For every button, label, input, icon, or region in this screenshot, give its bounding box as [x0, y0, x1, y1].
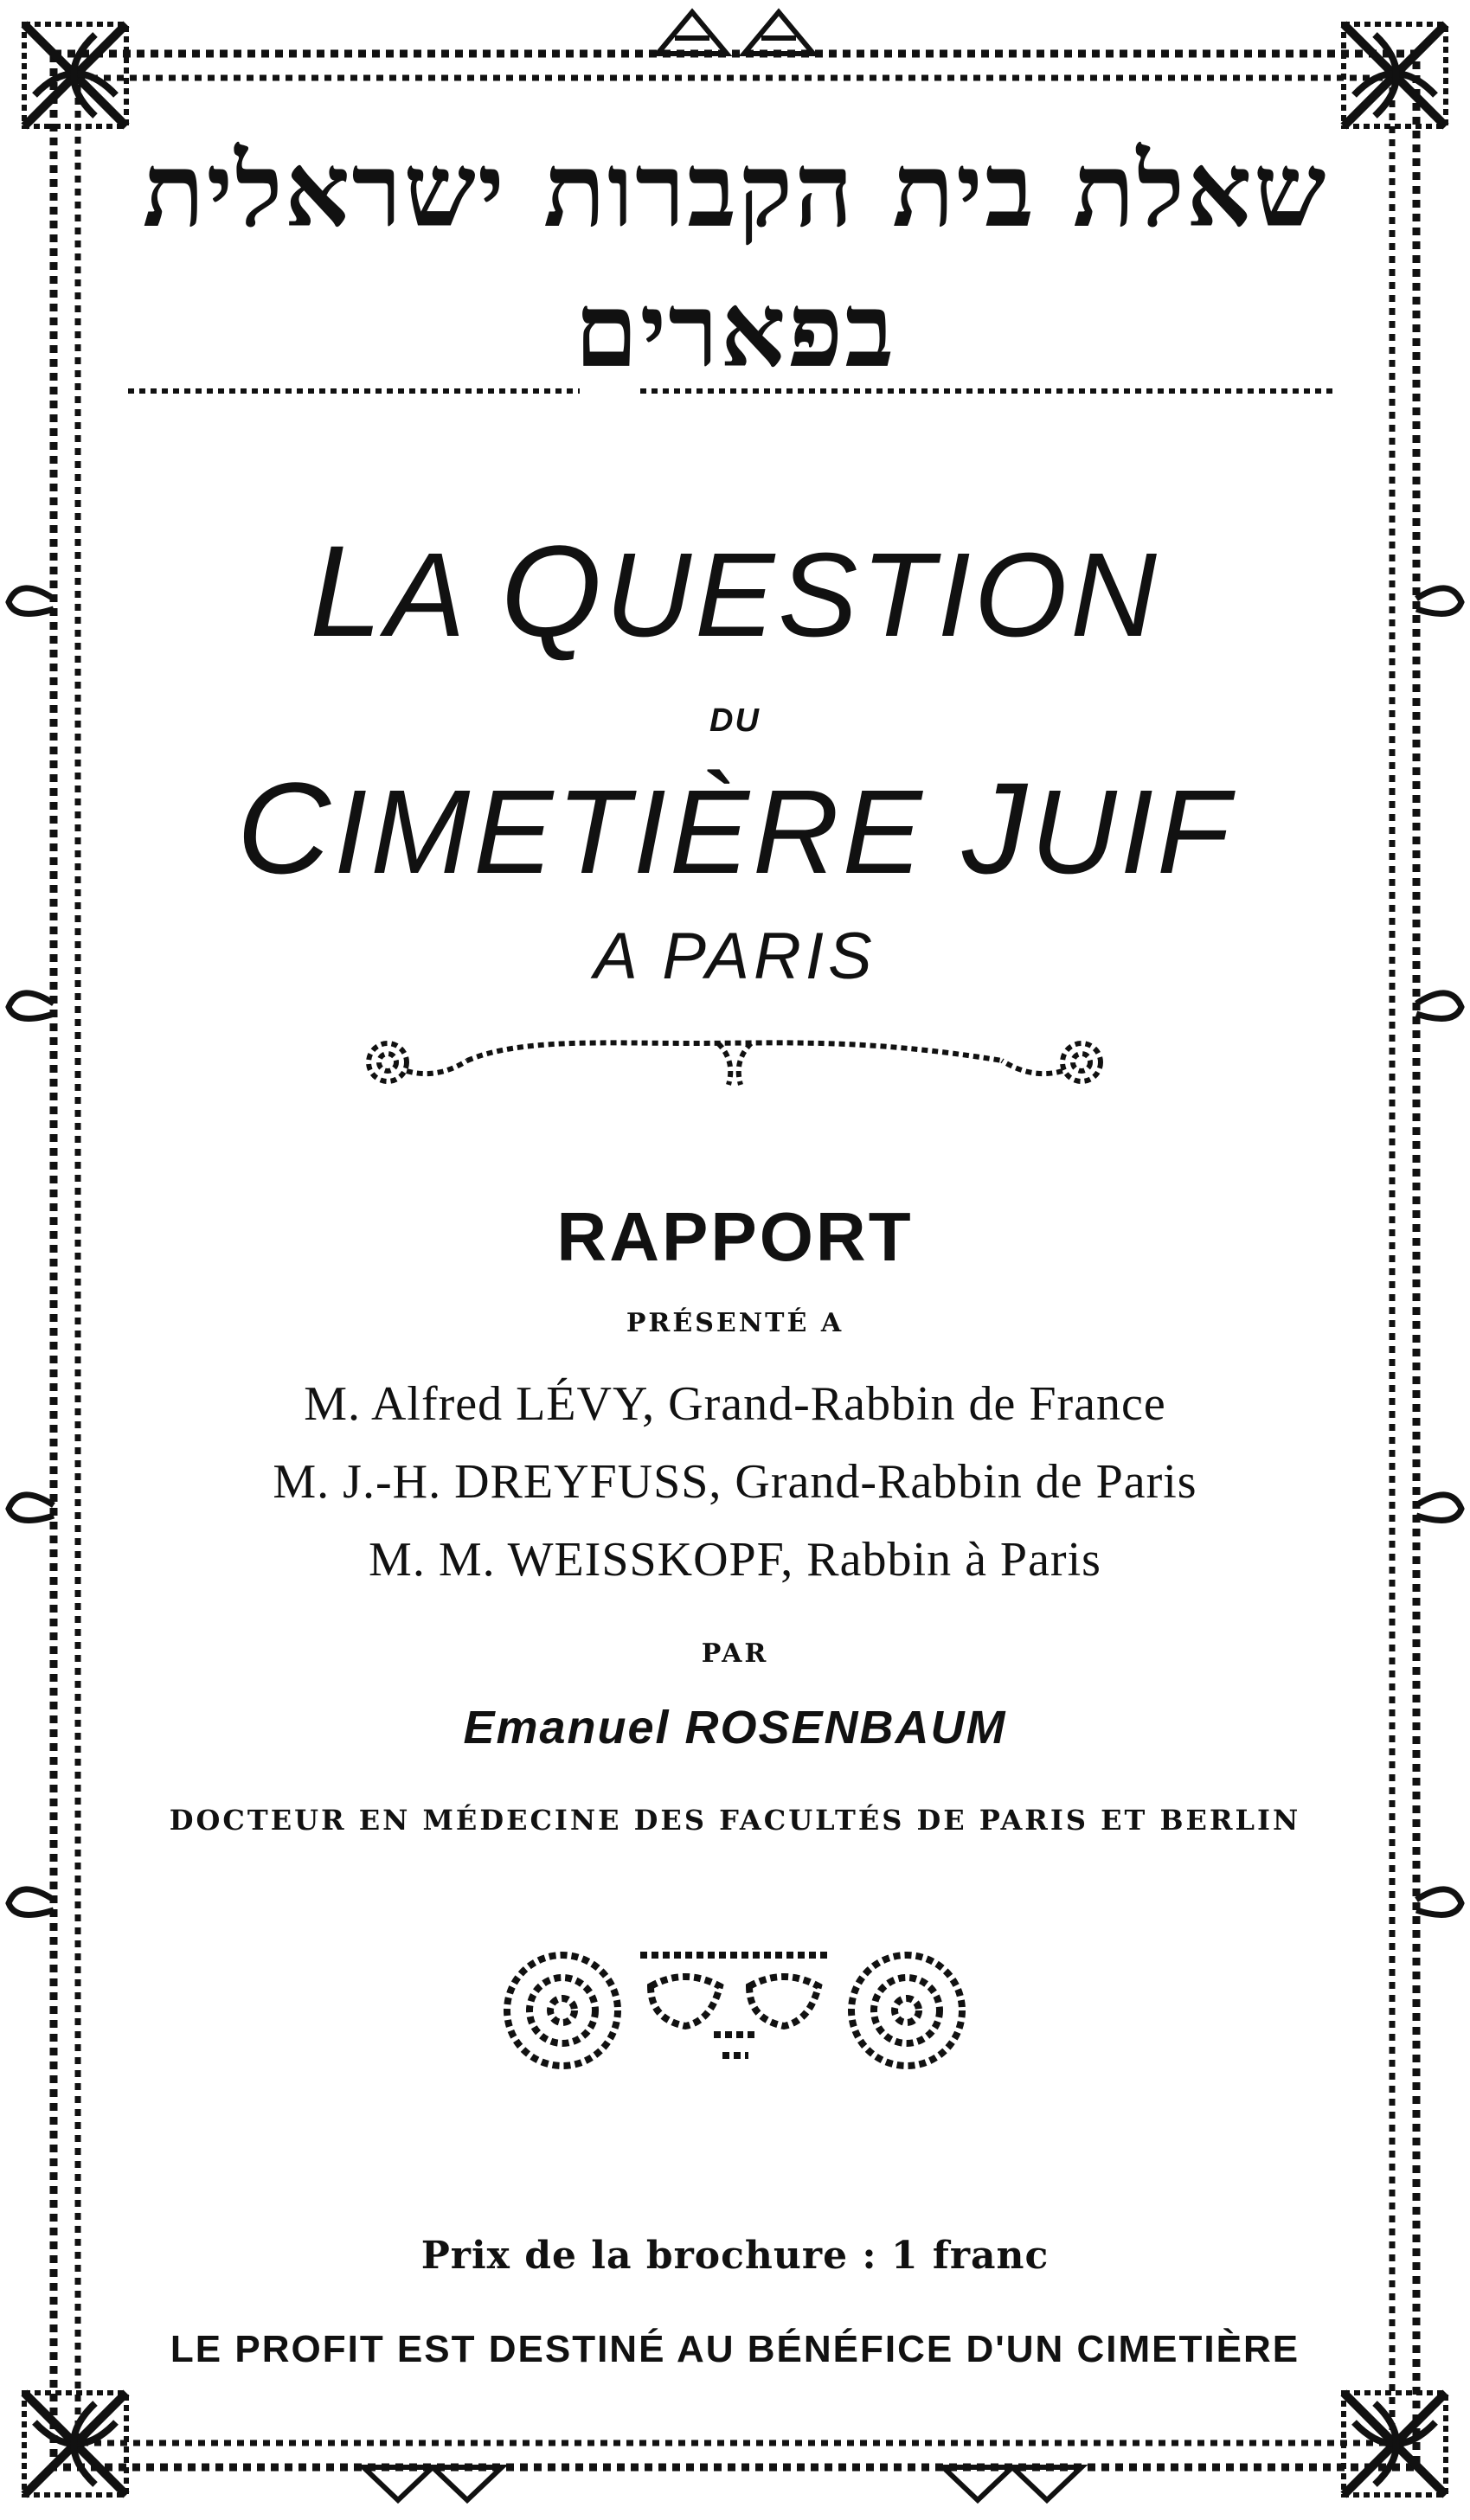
title-word-la-rest: A: [385, 529, 501, 662]
author-title: DOCTEUR EN MÉDECINE DES FACULTÉS DE PARIS ET BERLIN: [169, 1804, 1301, 1837]
corner-ornament-top-right: [1344, 24, 1446, 126]
title-initial-c: C: [236, 755, 334, 901]
top-triangle-ornament: [658, 12, 813, 54]
spiral-flourish-ornament: [507, 1955, 962, 2066]
presented-to: PRÉSENTÉ A: [626, 1308, 844, 1338]
title-initial-j: J: [962, 755, 1031, 901]
title-initial-l: L: [310, 518, 386, 664]
author-name: Emanuel ROSENBAUM: [463, 1702, 1007, 1754]
title-initial-q: Q: [500, 518, 606, 664]
main-title-line-1: [0, 517, 1470, 669]
scroll-divider-ornament: [369, 1042, 1101, 1085]
main-title-line-3: [0, 754, 1470, 906]
report-heading: RAPPORT: [556, 1198, 914, 1275]
profit-note: LE PROFIT EST DESTINÉ AU BÉNÉFICE D'UN CIMETIÈRE: [170, 2328, 1300, 2370]
hebrew-title-line-2: בפארים: [574, 270, 896, 390]
title-du: DU: [709, 702, 761, 739]
recipient-2: M. J.-H. DREYFUSS, Grand-Rabbin de Paris: [273, 1455, 1197, 1509]
by-label: PAR: [701, 1638, 769, 1669]
recipient-1: M. Alfred LÉVY, Grand-Rabbin de France: [304, 1377, 1166, 1431]
title-word-juif-rest: UIF: [1030, 766, 1234, 899]
bottom-triangle-ornament: [363, 2467, 1082, 2500]
recipient-3: M. M. WEISSKOPF, Rabbin à Paris: [369, 1533, 1101, 1587]
hebrew-title-line-1: שאלת בית הקברות ישראלית: [142, 130, 1328, 250]
title-word-cimetiere-rest: IMETIÈRE: [333, 766, 963, 899]
title-a-paris: A PARIS: [594, 920, 876, 993]
brochure-price: Prix de la brochure : 1 franc: [420, 2234, 1050, 2278]
title-word-question-rest: UESTION: [605, 529, 1160, 662]
